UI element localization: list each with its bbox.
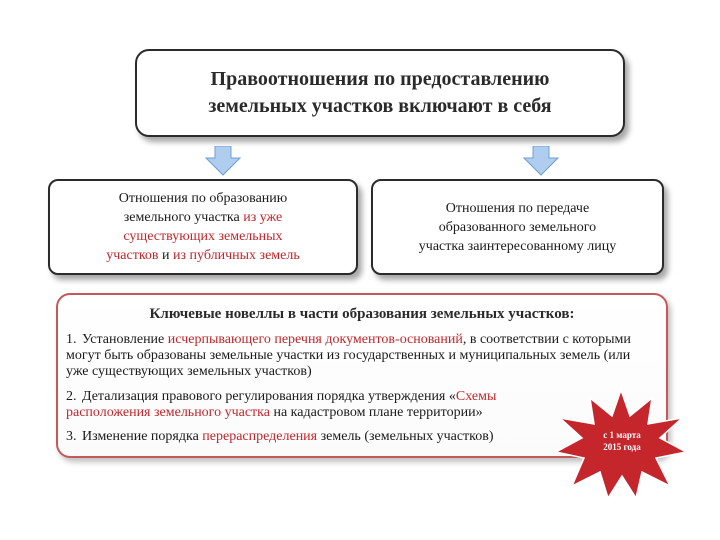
land-formation-text	[98, 189, 308, 265]
land-formation-line2b: из уже	[243, 210, 283, 225]
novelty-text-a: Установление	[82, 332, 168, 347]
arrow-down-left-icon	[205, 146, 241, 176]
novelty-text-c: земель (земельных участков)	[317, 429, 494, 444]
novelty-item-3	[66, 429, 566, 445]
land-formation-box	[48, 179, 358, 275]
novelty-text-a: Изменение порядка	[82, 429, 203, 444]
land-transfer-line3: участка заинтересованному лицу	[418, 238, 617, 254]
novelty-item-1	[66, 332, 656, 380]
novelty-highlight: исчерпывающего перечня документов-оснований	[167, 332, 463, 347]
novelty-number: 2.	[66, 389, 77, 404]
land-formation-line1: Отношения по образованию	[118, 191, 288, 206]
diagram-title: Правоотношения по предоставлению земельных участков включают в себя	[208, 68, 552, 117]
land-transfer-line1: Отношения по передаче	[445, 200, 590, 216]
land-formation-line3: существующих земельных	[123, 229, 283, 244]
land-transfer-line2: образованного земельного	[438, 219, 597, 235]
novelty-text-a: Детализация правового регулирования порядка утверждения «	[82, 389, 456, 404]
land-transfer-box	[371, 179, 664, 275]
title-box	[135, 49, 625, 137]
land-formation-line4b: и	[158, 248, 174, 263]
novelty-text-c: , в соответствии с которыми могут быть образованы земельные участки из государственных и муниципальных земель (или уже существующих земельных участков)	[66, 332, 631, 379]
novelty-highlight: перераспределения	[202, 429, 318, 444]
date-badge-text	[586, 429, 658, 453]
land-transfer-text	[411, 199, 624, 256]
novelty-text-c: на кадастровом плане территории»	[269, 405, 483, 420]
novelty-number: 3.	[66, 429, 77, 444]
novelty-number: 1.	[66, 332, 77, 347]
arrow-down-right-icon	[523, 146, 559, 176]
land-formation-line2a: земельного участка	[123, 210, 244, 225]
date-badge-line1: с 1 марта	[603, 430, 641, 440]
date-badge-line2: 2015 года	[603, 442, 641, 452]
land-formation-line4a: участков	[106, 248, 159, 263]
novelty-highlight: Схемы расположения земельного участка	[66, 389, 497, 420]
land-formation-line4c: из публичных земель	[173, 248, 300, 263]
novelty-item-2	[66, 389, 566, 421]
key-novelties-title: Ключевые новеллы в части образования земельных участков:	[149, 306, 575, 322]
